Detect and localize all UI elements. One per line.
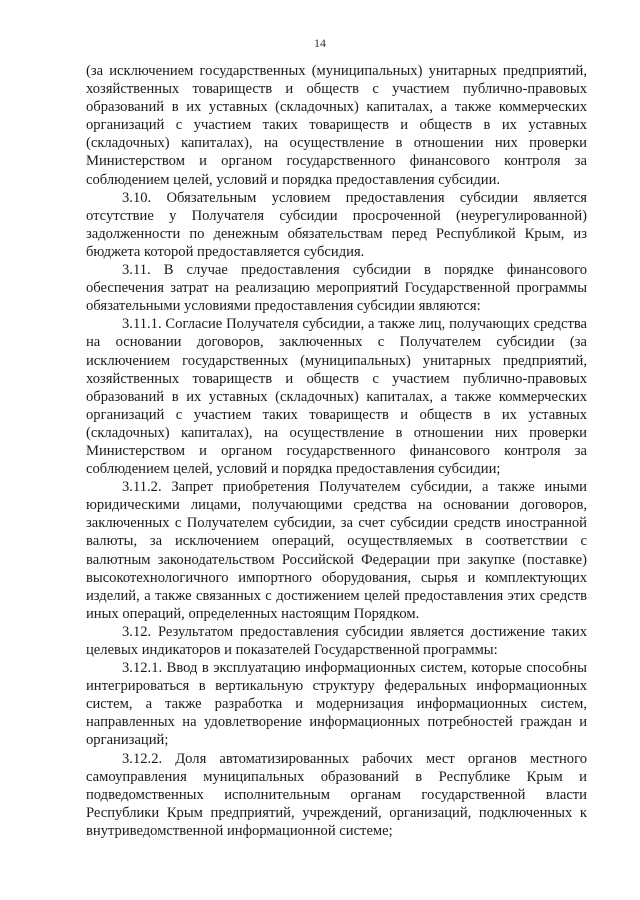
- paragraph-3-11: 3.11. В случае предоставления субсидии в порядке финансового обеспечения затрат на реализацию мероприятий Государственной программы обязательными условиями предоставления субсидии являются:: [86, 262, 587, 315]
- paragraph-3-11-2: 3.11.2. Запрет приобретения Получателем субсидии, а также иными юридическими лицами, получающими средства на основании договоров, заключенных с Получателем субсидии, за счет субсидии средств иностранной валюты, за исключением операций, осуществляемых в соответствии с валютным законодательством Российской Федерации при закупке (поставке) высокотехнологичного импортного оборудования, сырья и комплектующих изделий, а также связанных с достижением целей предоставления этих средств иных операций, определенных настоящим Порядком.: [86, 479, 587, 622]
- page-number: 14: [314, 36, 326, 50]
- paragraph-3-12: 3.12. Результатом предоставления субсидии является достижение таких целевых индикаторов и показателей Государственной программы:: [86, 623, 587, 658]
- paragraph-3-12-1: 3.12.1. Ввод в эксплуатацию информационных систем, которые способны интегрироваться в вертикальную структуру федеральных информационных систем, а также разработка и модернизация информационных систем, направленных на удовлетворение информационных потребностей граждан и организаций;: [86, 660, 587, 749]
- document-body: [86, 62, 587, 840]
- paragraph-3-12-2: 3.12.2. Доля автоматизированных рабочих мест органов местного самоуправления муниципальных образований в Республике Крым и подведомственных исполнительным органам государственной власти Республики Крым предприятий, учреждений, организаций, подключенных к внутриведомственной информационной системе;: [86, 750, 587, 839]
- paragraph-continuation: (за исключением государственных (муниципальных) унитарных предприятий, хозяйственных товариществ и обществ с участием публично-правовых образований в их уставных (складочных) капиталах, а также коммерческих организаций с участием таких товариществ и обществ в их уставных (складочных) капиталах), на осуществление в отношении них проверки Министерством и органом государственного финансового контроля за соблюдением целей, условий и порядка предоставления субсидии.: [86, 63, 587, 188]
- paragraph-3-11-1: 3.11.1. Согласие Получателя субсидии, а также лиц, получающих средства на основании договоров, заключенных с Получателем субсидии (за исключением государственных (муниципальных) унитарных предприятий, хозяйственных товариществ и обществ с участием публично-правовых образований в их уставных (складочных) капиталах, а также коммерческих организаций с участием таких товариществ и обществ в их уставных (складочных) капиталах), на осуществление в отношении них проверки Министерством и органом государственного финансового контроля за соблюдением целей, условий и порядка предоставления субсидии;: [86, 316, 587, 478]
- paragraph-3-10: 3.10. Обязательным условием предоставления субсидии является отсутствие у Получателя субсидии просроченной (неурегулированной) задолженности по денежным обязательствам перед Республикой Крым, из бюджета которой предоставляется субсидия.: [86, 189, 587, 260]
